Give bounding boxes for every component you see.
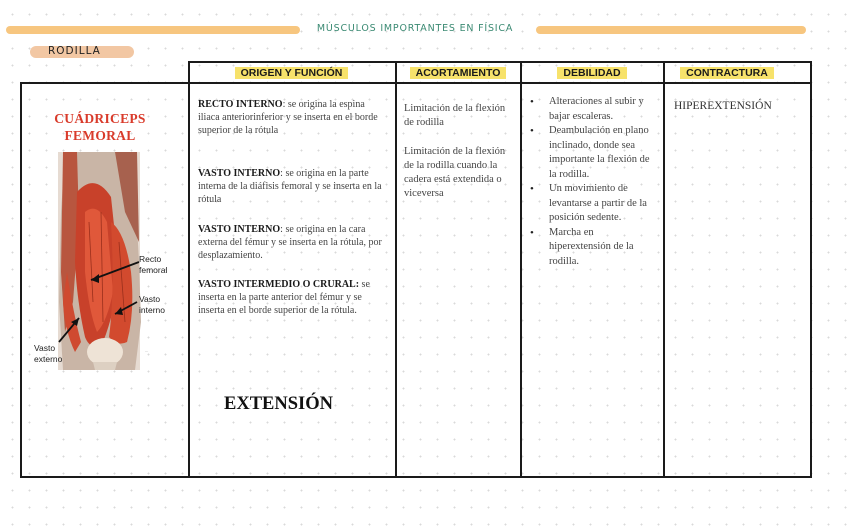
- list-item: • Un movimiento de levantarse a partir de la posición sedente.: [530, 182, 658, 226]
- weakness-list: [530, 95, 658, 269]
- column-header-contracture: CONTRACTURA: [665, 66, 789, 79]
- section-tag-label: RODILLA: [48, 45, 101, 57]
- list-item: • Marcha en hiperextensión de la rodilla.: [530, 226, 658, 270]
- svg-text:…: …: [145, 349, 149, 353]
- column-header-origin: ORIGEN Y FUNCIÓN: [188, 66, 395, 79]
- contracture-text: HIPEREXTENSIÓN: [674, 100, 772, 112]
- origin-item-4: VASTO INTERMEDIO O CRURAL: se inserta en la parte anterior del fémur y se inserta en el borde superior de la rótula.: [198, 279, 370, 316]
- column-header-weakness: DEBILIDAD: [522, 66, 662, 79]
- label-vasto-interno: Vasto interno: [139, 294, 165, 315]
- header-bar-right: [536, 26, 806, 34]
- column-header-shortening: ACORTAMIENTO: [397, 66, 519, 79]
- function-label: EXTENSIÓN: [224, 394, 333, 414]
- list-item: • Deambulación en plano inclinado, donde sea importante la flexión de la rodilla.: [530, 124, 658, 182]
- muscle-name: CUÁDRICEPS FEMORAL: [54, 111, 146, 143]
- origin-item-3: VASTO INTERNO: se origina en la cara externa del fémur y se inserta en la rótula, por desplazamiento.: [198, 224, 382, 261]
- shortening-text-1: Limitación de la flexión de rodilla: [404, 103, 506, 128]
- header-bar-left: [6, 26, 300, 34]
- origin-item-1: RECTO INTERNO: se origina la espina iliaca anteriorinferior y se inserta en el borde superior de la rótula: [198, 99, 378, 136]
- shortening-text-2: Limitación de la flexión de la rodilla cuando la cadera está extendida o viceversa: [404, 146, 506, 199]
- label-recto-femoral: Recto femoral: [139, 254, 168, 275]
- label-vasto-externo: Vasto externo: [34, 343, 63, 364]
- list-item: • Alteraciones al subir y bajar escaleras.: [530, 95, 658, 124]
- origin-item-2: VASTO INTERNO: se origina en la parte interna de la diáfisis femoral y se inserta en la rótula: [198, 168, 382, 205]
- page-title: MÚSCULOS IMPORTANTES EN FÍSICA: [316, 23, 514, 34]
